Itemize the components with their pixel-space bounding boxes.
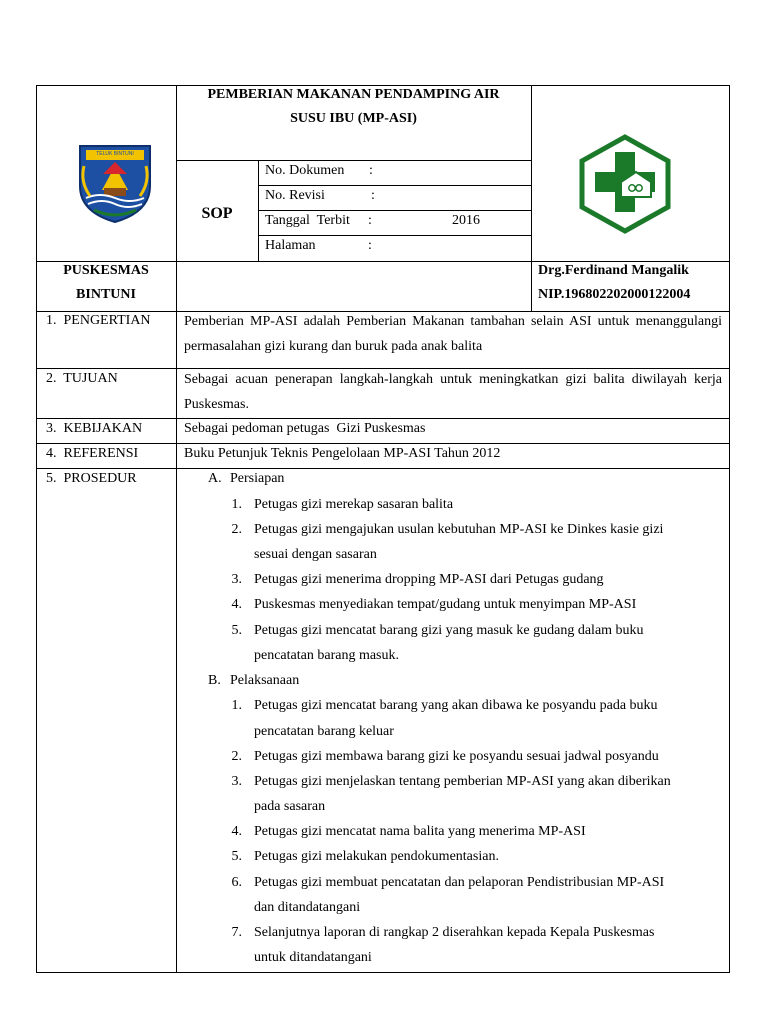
pelaksanaan-item-7-text-cont: untuk ditandatangani [254, 950, 372, 965]
org-name-line-1: PUSKESMAS [63, 263, 149, 278]
pelaksanaan-item-6-text: Petugas gizi membuat pencatatan dan pelaporan Pendistribusian MP-ASI [254, 875, 665, 890]
row-3-bottom-line [36, 443, 730, 444]
persiapan-item-5-text-cont: pencatatan barang masuk. [254, 648, 399, 663]
title-bottom-line [176, 160, 531, 161]
docinfo-line-3 [258, 235, 531, 236]
persiapan-item-5-number: 5. [231, 623, 242, 638]
no-dokumen-label: No. Dokumen [265, 163, 345, 178]
pelaksanaan-item-3-text-cont: pada sasaran [254, 799, 326, 814]
no-dokumen-colon: : [369, 163, 373, 178]
halaman-colon: : [368, 238, 372, 253]
pelaksanaan-marker: B. [208, 673, 221, 688]
pelaksanaan-item-4-number: 4. [231, 824, 242, 839]
signer-name: Drg.Ferdinand Mangalik [538, 263, 689, 278]
referensi-text: Buku Petunjuk Teknis Pengelolaan MP-ASI Tahun 2012 [184, 446, 501, 461]
pelaksanaan-item-2-number: 2. [231, 749, 242, 764]
sop-label: SOP [201, 205, 233, 222]
teluk-bintuni-logo [72, 140, 158, 224]
tanggal-terbit-colon: : [368, 213, 372, 228]
table-border-right [729, 85, 730, 972]
row-4-bottom-line [36, 468, 730, 469]
pelaksanaan-item-5-number: 5. [231, 849, 242, 864]
referensi-label: 4. REFERENSI [46, 446, 139, 461]
pelaksanaan-item-6-number: 6. [231, 875, 242, 890]
persiapan-item-2-text: Petugas gizi mengajukan usulan kebutuhan MP-ASI ke Dinkes kasie gizi [254, 522, 664, 537]
tujuan-text: Sebagai acuan penerapan langkah-langkah untuk meningkatkan gizi balita diwilayah kerja Puskesmas. [184, 372, 722, 412]
persiapan-item-3-number: 3. [231, 572, 242, 587]
prosedur-label: 5. PROSEDUR [46, 471, 137, 486]
persiapan-item-2-text-cont: sesuai dengan sasaran [254, 547, 377, 562]
pelaksanaan-item-3-text: Petugas gizi menjelaskan tentang pemberian MP-ASI yang akan diberikan [254, 774, 671, 789]
pelaksanaan-item-3-number: 3. [231, 774, 242, 789]
pelaksanaan-item-1-text-cont: pencatatan barang keluar [254, 724, 394, 739]
persiapan-marker: A. [208, 471, 222, 486]
tanggal-terbit-label: Tanggal Terbit [265, 213, 350, 228]
pelaksanaan-item-5-text: Petugas gizi melakukan pendokumentasian. [254, 849, 499, 864]
pengertian-text: Pemberian MP-ASI adalah Pemberian Makanan tambahan selain ASI untuk menanggulangi permasalahan gizi kurang dan buruk pada anak balita [184, 314, 722, 354]
logo-ribbon-text: TELUK BINTUNI [96, 151, 134, 157]
persiapan-item-2-number: 2. [231, 522, 242, 537]
org-name-line-2: BINTUNI [76, 287, 136, 302]
pelaksanaan-item-4-text: Petugas gizi mencatat nama balita yang menerima MP-ASI [254, 824, 586, 839]
persiapan-title: Persiapan [230, 471, 285, 486]
puskesmas-logo [578, 134, 672, 234]
persiapan-item-1-number: 1. [231, 497, 242, 512]
pelaksanaan-item-7-text: Selanjutnya laporan di rangkap 2 diserahkan kepada Kepala Puskesmas [254, 925, 655, 940]
table-border-bottom [36, 972, 730, 973]
persiapan-item-1-text: Petugas gizi merekap sasaran balita [254, 497, 454, 512]
no-revisi-label: No. Revisi [265, 188, 325, 203]
pelaksanaan-item-1-number: 1. [231, 698, 242, 713]
pelaksanaan-item-1-text: Petugas gizi mencatat barang yang akan dibawa ke posyandu pada buku [254, 698, 658, 713]
table-border-left [36, 85, 37, 972]
right-header-divider [531, 85, 532, 311]
halaman-label: Halaman [265, 238, 316, 253]
pengertian-label: 1. PENGERTIAN [46, 313, 151, 328]
tujuan-label: 2. TUJUAN [46, 371, 118, 386]
document-title-line-1: PEMBERIAN MAKANAN PENDAMPING AIR [207, 87, 500, 102]
persiapan-item-5-text: Petugas gizi mencatat barang gizi yang masuk ke gudang dalam buku [254, 623, 644, 638]
row-2-bottom-line [36, 418, 730, 419]
persiapan-item-3-text: Petugas gizi menerima dropping MP-ASI dari Petugas gudang [254, 572, 604, 587]
pelaksanaan-title: Pelaksanaan [230, 673, 300, 688]
persiapan-item-4-number: 4. [231, 597, 242, 612]
pelaksanaan-item-2-text: Petugas gizi membawa barang gizi ke posyandu sesuai jadwal posyandu [254, 749, 659, 764]
signer-nip: NIP.196802202000122004 [538, 287, 691, 302]
docinfo-line-1 [258, 185, 531, 186]
pelaksanaan-item-7-number: 7. [231, 925, 242, 940]
kebijakan-text: Sebagai pedoman petugas Gizi Puskesmas [184, 421, 426, 436]
kebijakan-label: 3. KEBIJAKAN [46, 421, 143, 436]
no-revisi-colon: : [371, 188, 375, 203]
document-title-line-2: SUSU IBU (MP-ASI) [290, 111, 417, 126]
docinfo-line-2 [258, 210, 531, 211]
pelaksanaan-item-6-text-cont: dan ditandatangani [254, 900, 361, 915]
tanggal-terbit-value: 2016 [452, 213, 480, 228]
persiapan-item-4-text: Puskesmas menyediakan tempat/gudang untuk menyimpan MP-ASI [254, 597, 637, 612]
